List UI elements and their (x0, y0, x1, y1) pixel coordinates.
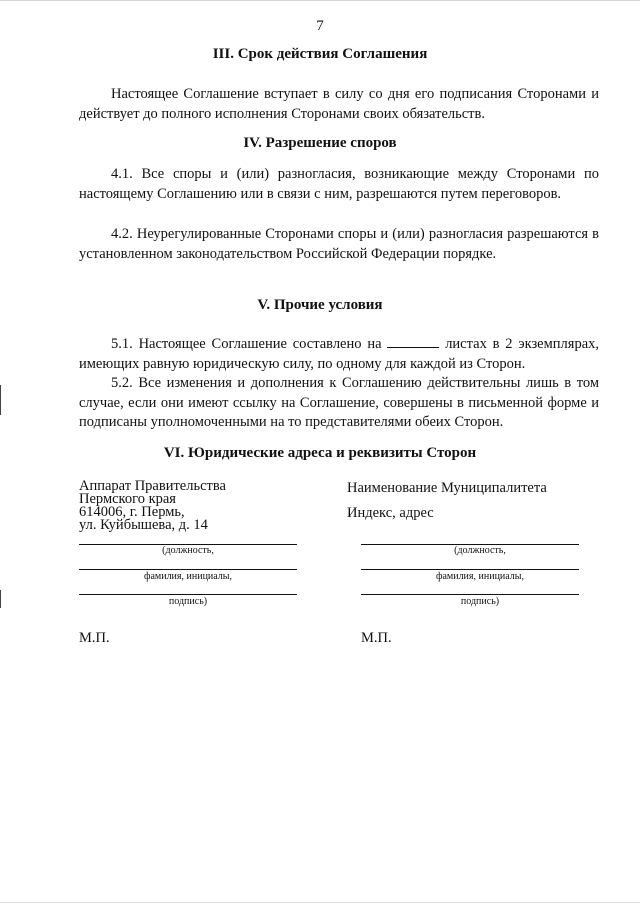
left-party-address-line2: ул. Куйбышева, д. 14 (79, 517, 208, 533)
section-3-paragraph: Настоящее Соглашение вступает в силу со дня его подписания Сторонами и действует до полного исполнения Сторонами своих обязательств. (79, 86, 599, 122)
right-caption-signature: подпись) (460, 596, 500, 607)
clause-5-1-text-end: листах в 2 экземплярах, имеющих равную юридическую силу, по одному для каждой из Сторон. (79, 336, 600, 372)
clause-5-1-text-start: 5.1. Настоящее Соглашение составлено на (111, 336, 382, 352)
left-party-name-line2: Пермского края (79, 491, 176, 507)
page-number: 7 (316, 18, 324, 34)
section-5-heading: V. Прочие условия (257, 297, 383, 313)
section-3-heading: III. Срок действия Соглашения (212, 46, 428, 62)
right-seal-placeholder: М.П. (361, 630, 392, 646)
scan-mark-left (0, 385, 1, 415)
right-caption-name: фамилия, инициалы, (435, 571, 525, 582)
left-caption-signature: подпись) (168, 596, 208, 607)
right-party-details (347, 480, 597, 521)
left-caption-name: фамилия, инициалы, (143, 571, 233, 582)
left-party-address-line1: 614006, г. Пермь, (79, 504, 185, 520)
right-caption-position: (должность, (454, 545, 506, 556)
clause-5-1 (79, 335, 599, 374)
scan-edge-bottom (0, 902, 640, 903)
clause-4-1: 4.1. Все споры и (или) разногласия, возникающие между Сторонами по настоящему Соглашению или в связи с ним, разрешаются путем переговоров. (79, 166, 599, 202)
right-party-address: Индекс, адрес (347, 505, 434, 521)
sheet-count-blank (387, 335, 439, 348)
clause-4-2: 4.2. Неурегулированные Сторонами споры и (или) разногласия разрешаются в установленном законодательством Российской Федерации порядке. (79, 226, 599, 262)
right-signature-line-3 (361, 594, 579, 595)
left-signature-line-2 (79, 569, 297, 570)
left-signature-line-3 (79, 594, 297, 595)
left-party-name-line1: Аппарат Правительства (79, 478, 226, 494)
left-party-details (79, 480, 329, 532)
left-seal-placeholder: М.П. (79, 630, 110, 646)
left-caption-position: (должность, (162, 545, 214, 556)
right-signature-line-2 (361, 569, 579, 570)
clause-5-2: 5.2. Все изменения и дополнения к Соглашению действительны лишь в том случае, если они имеют ссылку на Соглашение, совершены в письменной форме и подписаны уполномоченными на то представителями обеих Сторон. (79, 375, 599, 430)
scan-mark-left-lower (0, 590, 1, 608)
scan-edge-top (0, 0, 640, 1)
section-6-heading: VI. Юридические адреса и реквизиты Сторон (163, 445, 477, 461)
section-4-heading: IV. Разрешение споров (243, 135, 397, 151)
right-party-name: Наименование Муниципалитета (347, 480, 547, 496)
